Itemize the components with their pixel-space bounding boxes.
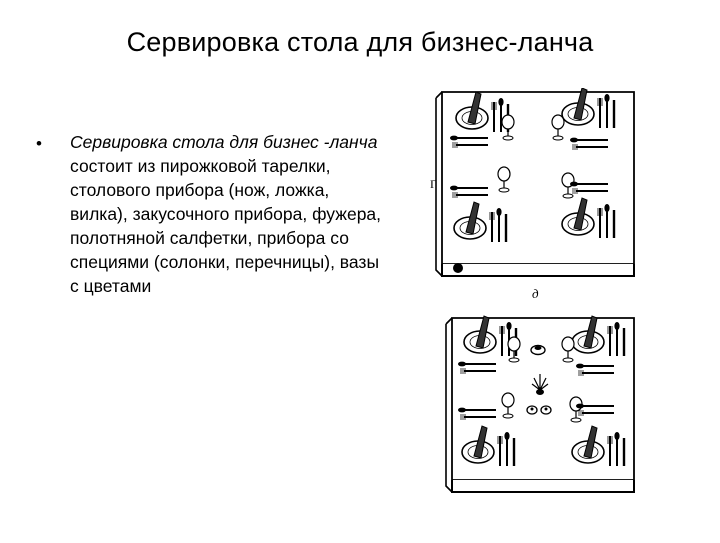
- wine-glass-icon: [552, 115, 564, 140]
- cruet-set-icon: [531, 346, 545, 355]
- slide-title: Сервировка стола для бизнес-ланча: [126, 27, 594, 57]
- wine-glass-icon: [502, 115, 514, 140]
- table-setting-drawing: [428, 88, 640, 538]
- table-knob-icon: [453, 263, 463, 273]
- bullet-body: состоит из пирожковой тарелки, столового прибора (нож, ложка, вилка), закусочного прибора, фужера, полотняной салфетки, прибора со специями (солонки, перечницы), вазы с цветами: [70, 156, 382, 296]
- side-mark: Г: [430, 177, 437, 191]
- wine-glass-icon: [498, 167, 510, 192]
- bullet-emphasis: Сервировка стола для бизнес -ланча: [70, 132, 378, 152]
- lower-table: [446, 316, 634, 492]
- wine-glass-icon: [562, 337, 574, 362]
- upper-table: [436, 88, 634, 276]
- caption-mark: д: [532, 286, 539, 301]
- wine-glass-icon: [570, 397, 582, 422]
- bullet-glyph: •: [36, 134, 42, 153]
- wine-glass-icon: [502, 393, 514, 418]
- bullet-text: [70, 130, 390, 298]
- wine-glass-icon: [508, 337, 520, 362]
- table-setting-illustration: [428, 88, 640, 538]
